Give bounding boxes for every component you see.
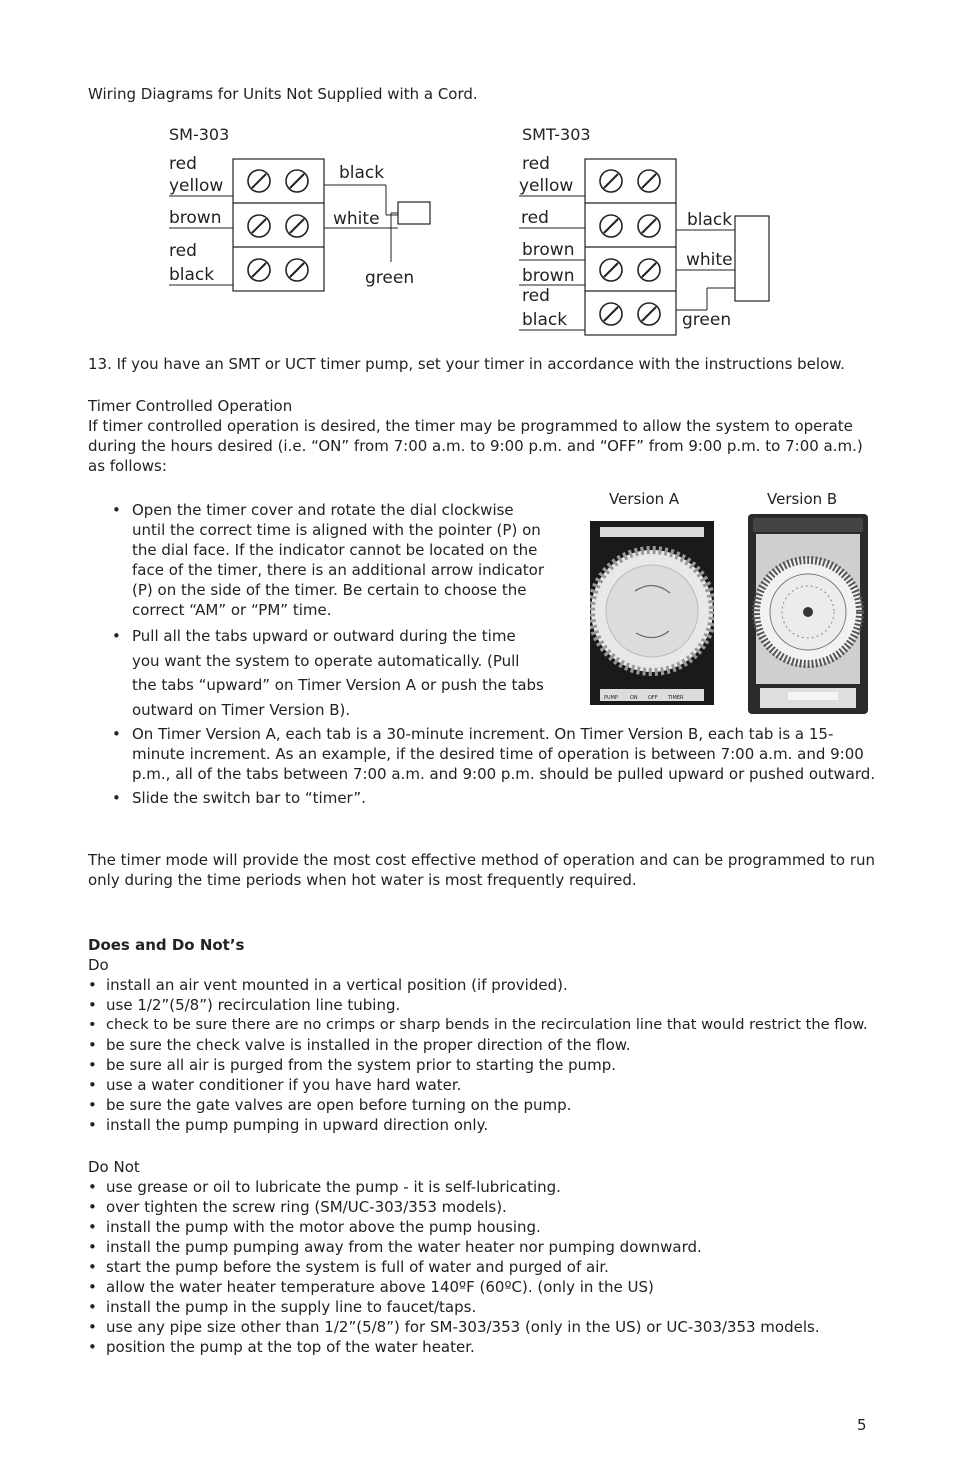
donot-item: • use grease or oil to lubricate the pump - it is self-lubricating. [88,1177,888,1197]
sm303-label-white: white [333,209,380,229]
smt303-label-red-2: red [521,208,549,228]
timer-bullet-3: • On Timer Version A, each tab is a 30-minute increment. On Timer Version B, each tab is a 15-minute increment. As an example, if the desired time of operation is between 7:00 a.m. and 9:00 p.m., all of the tabs between 7:00 a.m. and 9:00 p.m. should be pulled upward or pushed outward. [88,724,878,784]
donot-item: • install the pump in the supply line to faucet/taps. [88,1297,888,1317]
do-item: • install an air vent mounted in a vertical position (if provided). [88,975,888,995]
timer-mode-text: The timer mode will provide the most cost effective method of operation and can be programmed to run only during the time periods when hot water is most frequently required. [88,851,876,889]
sm303-label-green: green [365,268,415,288]
timer-version-b-image [748,514,868,714]
donot-label: Do Not [88,1158,140,1176]
do-item: • be sure the gate valves are open before turning on the pump. [88,1095,888,1115]
intro-text: Wiring Diagrams for Units Not Supplied with a Cord. [88,85,478,103]
sm303-label-brown: brown [169,208,222,228]
donot-item: • use any pipe size other than 1/2”(5/8”) for SM-303/353 (only in the US) or UC-303/353 models. [88,1317,888,1337]
timer-bullets-narrow [88,500,548,726]
donot-item: • install the pump pumping away from the water heater nor pumping downward. [88,1237,888,1257]
smt303-label-brown-2: brown [522,266,575,286]
timer-a-tab-off: OFF [648,695,658,701]
wiring-diagrams [0,115,954,345]
timer-a-tab-timer: TIMER [668,695,684,701]
page-number: 5 [857,1416,867,1434]
timer-bullet-4: • Slide the switch bar to “timer”. [88,788,878,808]
timer-a-tab-pump: PUMP [604,695,619,701]
timer-bullets-wide [88,724,878,812]
smt303-label-white: white [686,250,733,270]
version-b-label: Version B [767,490,838,508]
sm303-label-black-right: black [339,163,385,183]
sm303-diagram [169,125,430,291]
sm303-label-red-2: red [169,241,197,261]
donot-item: • start the pump before the system is full of water and purged of air. [88,1257,888,1277]
smt303-label-brown-1: brown [522,240,575,260]
do-item: • install the pump pumping in upward direction only. [88,1115,888,1135]
sm303-title: SM-303 [169,125,230,144]
do-item: • be sure the check valve is installed in the proper direction of the flow. [88,1035,888,1055]
smt303-label-yellow: yellow [519,176,574,196]
smt303-label-black: black [522,310,568,330]
sm303-label-black: black [169,265,215,285]
smt303-title: SMT-303 [522,125,591,144]
do-item: • check to be sure there are no crimps or sharp bends in the recirculation line that would restrict the flow. [88,1015,888,1035]
timer-bullet-2: • Pull all the tabs upward or outward during the time you want the system to operate automatically. (Pull the tabs “upward” on Timer Version A or push the tabs outward on Timer Version B). [88,624,548,722]
timer-bullet-1: • Open the timer cover and rotate the dial clockwise until the correct time is aligned with the pointer (P) on the dial face. If the indicator cannot be located on the face of the timer, there is an additional arrow indicator (P) on the side of the timer. Be certain to choose the correct “AM” or “PM” time. [88,500,548,620]
step-13: 13. If you have an SMT or UCT timer pump, set your timer in accordance with the instructions below. [88,355,845,373]
does-heading: Does and Do Not’s [88,936,245,954]
smt303-diagram [519,125,769,335]
smt303-label-red-3: red [522,286,550,306]
donot-item: • over tighten the screw ring (SM/UC-303/353 models). [88,1197,888,1217]
smt303-label-black-right: black [687,210,733,230]
sm303-label-red-1: red [169,154,197,174]
smt303-label-red-1: red [522,154,550,174]
do-label: Do [88,956,109,974]
donot-list [88,1177,888,1357]
sm303-label-yellow: yellow [169,176,224,196]
donot-item: • allow the water heater temperature above 140ºF (60ºC). (only in the US) [88,1277,888,1297]
smt303-label-green: green [682,310,732,330]
donot-item: • position the pump at the top of the water heater. [88,1337,888,1357]
do-item: • be sure all air is purged from the system prior to starting the pump. [88,1055,888,1075]
timer-version-a-image [590,521,714,705]
donot-item: • install the pump with the motor above the pump housing. [88,1217,888,1237]
do-item: • use 1/2”(5/8”) recirculation line tubing. [88,995,888,1015]
timer-heading: Timer Controlled Operation [88,397,293,415]
timer-intro: If timer controlled operation is desired, the timer may be programmed to allow the system to operate during the hours desired (i.e. “ON” from 7:00 a.m. to 9:00 p.m. and “OFF” from 9:00 p.m. to 7:00 a.m.) as follows: [88,417,863,475]
do-list [88,975,888,1135]
version-a-label: Version A [609,490,680,508]
do-item: • use a water conditioner if you have hard water. [88,1075,888,1095]
timer-a-tab-on: ON [630,695,638,701]
